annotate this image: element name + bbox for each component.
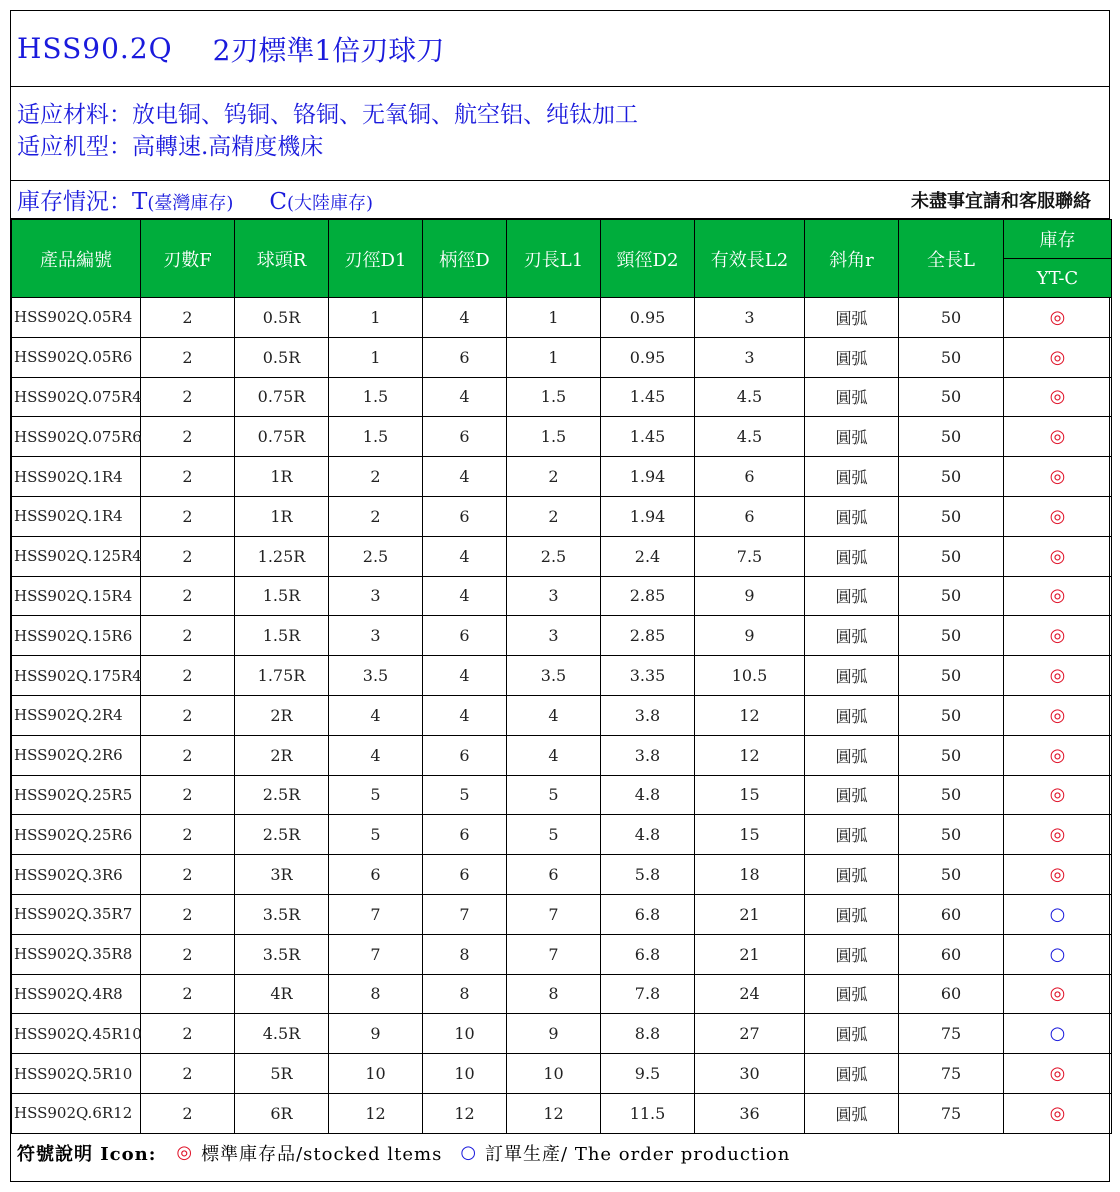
cell-chamfer: 圓弧 <box>805 1014 899 1054</box>
cell-stock: ◎ <box>1004 656 1112 696</box>
cell-radius: 3.5R <box>235 934 329 974</box>
cell-length: 50 <box>899 656 1004 696</box>
cell-stock: ◎ <box>1004 377 1112 417</box>
col-header-shank: 柄徑D <box>423 220 507 298</box>
cell-length: 50 <box>899 855 1004 895</box>
col-header-chamfer: 斜角r <box>805 220 899 298</box>
cell-l2: 21 <box>695 934 805 974</box>
cell-l2: 15 <box>695 775 805 815</box>
cell-chamfer: 圓弧 <box>805 298 899 338</box>
table-row <box>12 1054 1112 1094</box>
col-header-radius: 球頭R <box>235 220 329 298</box>
cell-length: 50 <box>899 616 1004 656</box>
cell-flutes: 2 <box>141 815 235 855</box>
cell-code: HSS902Q.25R6 <box>12 815 141 855</box>
materials-line: 适应材料：放电铜、钨铜、铬铜、无氧铜、航空铝、纯钛加工 <box>17 102 638 128</box>
cell-chamfer: 圓弧 <box>805 656 899 696</box>
cell-stock: ◎ <box>1004 1093 1112 1133</box>
cell-d2: 11.5 <box>601 1093 695 1133</box>
cell-code: HSS902Q.05R6 <box>12 337 141 377</box>
cell-length: 50 <box>899 417 1004 457</box>
cell-length: 50 <box>899 496 1004 536</box>
cell-length: 50 <box>899 735 1004 775</box>
table-row <box>12 974 1112 1014</box>
cell-d1: 7 <box>329 934 423 974</box>
cell-stock: ○ <box>1004 894 1112 934</box>
cell-radius: 1R <box>235 496 329 536</box>
table-row <box>12 775 1112 815</box>
cell-chamfer: 圓弧 <box>805 1054 899 1094</box>
cell-shank: 4 <box>423 656 507 696</box>
cell-stock: ◎ <box>1004 298 1112 338</box>
cell-shank: 4 <box>423 457 507 497</box>
cell-shank: 6 <box>423 855 507 895</box>
cell-chamfer: 圓弧 <box>805 695 899 735</box>
cell-d2: 4.8 <box>601 815 695 855</box>
cell-chamfer: 圓弧 <box>805 496 899 536</box>
cell-d2: 1.94 <box>601 496 695 536</box>
cell-l1: 10 <box>507 1054 601 1094</box>
stock-t-code: T <box>132 189 148 215</box>
cell-flutes: 2 <box>141 616 235 656</box>
cell-l2: 3 <box>695 337 805 377</box>
cell-length: 75 <box>899 1093 1004 1133</box>
cell-flutes: 2 <box>141 417 235 457</box>
cell-radius: 2R <box>235 695 329 735</box>
cell-code: HSS902Q.6R12 <box>12 1093 141 1133</box>
cell-code: HSS902Q.3R6 <box>12 855 141 895</box>
cell-code: HSS902Q.35R7 <box>12 894 141 934</box>
cell-d1: 3.5 <box>329 656 423 696</box>
cell-flutes: 2 <box>141 337 235 377</box>
cell-d1: 1.5 <box>329 377 423 417</box>
cell-stock: ◎ <box>1004 1054 1112 1094</box>
cell-shank: 6 <box>423 815 507 855</box>
cell-chamfer: 圓弧 <box>805 934 899 974</box>
cell-shank: 6 <box>423 496 507 536</box>
cell-code: HSS902Q.2R4 <box>12 695 141 735</box>
cell-radius: 0.5R <box>235 337 329 377</box>
legend-bar <box>11 1134 1109 1172</box>
cell-d2: 6.8 <box>601 934 695 974</box>
cell-flutes: 2 <box>141 894 235 934</box>
table-row <box>12 616 1112 656</box>
cell-d2: 2.4 <box>601 536 695 576</box>
cell-shank: 10 <box>423 1014 507 1054</box>
cell-shank: 4 <box>423 536 507 576</box>
cell-chamfer: 圓弧 <box>805 855 899 895</box>
cell-stock: ◎ <box>1004 974 1112 1014</box>
cell-l2: 27 <box>695 1014 805 1054</box>
cell-flutes: 2 <box>141 1054 235 1094</box>
cell-stock: ◎ <box>1004 815 1112 855</box>
cell-d2: 3.8 <box>601 695 695 735</box>
col-header-flutes: 刃數F <box>141 220 235 298</box>
cell-l1: 2 <box>507 457 601 497</box>
cell-flutes: 2 <box>141 1014 235 1054</box>
cell-radius: 1R <box>235 457 329 497</box>
cell-radius: 2R <box>235 735 329 775</box>
table-body <box>12 298 1112 1134</box>
title-bar <box>11 11 1109 87</box>
cell-code: HSS902Q.35R8 <box>12 934 141 974</box>
cell-shank: 6 <box>423 616 507 656</box>
cell-l2: 12 <box>695 695 805 735</box>
cell-code: HSS902Q.075R4 <box>12 377 141 417</box>
cell-shank: 5 <box>423 775 507 815</box>
contact-note: 未盡事宜請和客服聯絡 <box>911 190 1091 212</box>
cell-stock: ◎ <box>1004 337 1112 377</box>
cell-flutes: 2 <box>141 934 235 974</box>
cell-radius: 0.5R <box>235 298 329 338</box>
spec-sheet <box>10 10 1110 1182</box>
cell-radius: 1.25R <box>235 536 329 576</box>
table-row <box>12 656 1112 696</box>
cell-code: HSS902Q.15R6 <box>12 616 141 656</box>
cell-l1: 1 <box>507 298 601 338</box>
cell-radius: 2.5R <box>235 815 329 855</box>
cell-l1: 2 <box>507 496 601 536</box>
cell-d2: 3.35 <box>601 656 695 696</box>
cell-chamfer: 圓弧 <box>805 735 899 775</box>
col-header-d2: 頸徑D2 <box>601 220 695 298</box>
cell-radius: 3R <box>235 855 329 895</box>
cell-flutes: 2 <box>141 536 235 576</box>
cell-l2: 7.5 <box>695 536 805 576</box>
cell-l2: 36 <box>695 1093 805 1133</box>
cell-d2: 9.5 <box>601 1054 695 1094</box>
cell-flutes: 2 <box>141 974 235 1014</box>
cell-l1: 7 <box>507 894 601 934</box>
table-row <box>12 894 1112 934</box>
cell-flutes: 2 <box>141 496 235 536</box>
cell-flutes: 2 <box>141 457 235 497</box>
cell-l2: 18 <box>695 855 805 895</box>
cell-shank: 10 <box>423 1054 507 1094</box>
cell-d2: 1.94 <box>601 457 695 497</box>
stock-legend <box>17 183 373 216</box>
cell-radius: 0.75R <box>235 377 329 417</box>
cell-chamfer: 圓弧 <box>805 337 899 377</box>
cell-stock: ◎ <box>1004 457 1112 497</box>
col-header-l1: 刃長L1 <box>507 220 601 298</box>
cell-l2: 9 <box>695 576 805 616</box>
cell-length: 75 <box>899 1014 1004 1054</box>
cell-flutes: 2 <box>141 576 235 616</box>
cell-d1: 5 <box>329 775 423 815</box>
cell-d2: 1.45 <box>601 417 695 457</box>
cell-l1: 1.5 <box>507 417 601 457</box>
cell-length: 50 <box>899 298 1004 338</box>
table-row <box>12 735 1112 775</box>
cell-code: HSS902Q.1R4 <box>12 496 141 536</box>
cell-flutes: 2 <box>141 775 235 815</box>
cell-l1: 7 <box>507 934 601 974</box>
table-row <box>12 855 1112 895</box>
table-row <box>12 496 1112 536</box>
cell-d2: 6.8 <box>601 894 695 934</box>
cell-stock: ◎ <box>1004 735 1112 775</box>
cell-code: HSS902Q.5R10 <box>12 1054 141 1094</box>
cell-d1: 12 <box>329 1093 423 1133</box>
stock-c-code: C <box>269 189 287 215</box>
cell-l1: 1 <box>507 337 601 377</box>
cell-l2: 4.5 <box>695 417 805 457</box>
cell-d2: 2.85 <box>601 616 695 656</box>
cell-d1: 2 <box>329 496 423 536</box>
stocked-icon: ◎ <box>176 1142 194 1164</box>
cell-d1: 1 <box>329 298 423 338</box>
cell-d2: 1.45 <box>601 377 695 417</box>
cell-radius: 4.5R <box>235 1014 329 1054</box>
cell-length: 75 <box>899 1054 1004 1094</box>
cell-shank: 8 <box>423 974 507 1014</box>
cell-radius: 2.5R <box>235 775 329 815</box>
cell-l1: 5 <box>507 775 601 815</box>
machine-type-line: 适应机型：高轉速.高精度機床 <box>17 134 324 160</box>
cell-shank: 4 <box>423 695 507 735</box>
cell-stock: ◎ <box>1004 616 1112 656</box>
cell-d1: 1.5 <box>329 417 423 457</box>
cell-stock: ○ <box>1004 1014 1112 1054</box>
table-row <box>12 1014 1112 1054</box>
cell-shank: 4 <box>423 298 507 338</box>
cell-code: HSS902Q.05R4 <box>12 298 141 338</box>
cell-l2: 21 <box>695 894 805 934</box>
cell-l1: 4 <box>507 735 601 775</box>
cell-shank: 6 <box>423 735 507 775</box>
col-header-stock: 庫存 <box>1004 220 1112 259</box>
col-header-code: 產品編號 <box>12 220 141 298</box>
cell-stock: ◎ <box>1004 695 1112 735</box>
cell-flutes: 2 <box>141 695 235 735</box>
cell-l2: 15 <box>695 815 805 855</box>
table-row <box>12 377 1112 417</box>
cell-shank: 4 <box>423 377 507 417</box>
cell-d1: 5 <box>329 815 423 855</box>
cell-d2: 0.95 <box>601 337 695 377</box>
cell-l2: 30 <box>695 1054 805 1094</box>
cell-flutes: 2 <box>141 656 235 696</box>
stocked-text: 標準庫存品/stocked ltems <box>201 1143 443 1165</box>
cell-code: HSS902Q.175R4 <box>12 656 141 696</box>
cell-l2: 10.5 <box>695 656 805 696</box>
cell-d1: 6 <box>329 855 423 895</box>
cell-radius: 1.75R <box>235 656 329 696</box>
table-row <box>12 298 1112 338</box>
cell-d2: 3.8 <box>601 735 695 775</box>
cell-code: HSS902Q.1R4 <box>12 457 141 497</box>
cell-flutes: 2 <box>141 377 235 417</box>
cell-l1: 4 <box>507 695 601 735</box>
cell-d1: 3 <box>329 576 423 616</box>
cell-chamfer: 圓弧 <box>805 457 899 497</box>
cell-flutes: 2 <box>141 298 235 338</box>
cell-code: HSS902Q.45R10 <box>12 1014 141 1054</box>
cell-radius: 1.5R <box>235 616 329 656</box>
cell-d1: 9 <box>329 1014 423 1054</box>
stock-t-desc: (臺灣庫存) <box>147 193 234 214</box>
cell-stock: ◎ <box>1004 775 1112 815</box>
cell-l1: 3 <box>507 576 601 616</box>
cell-l1: 3.5 <box>507 656 601 696</box>
cell-code: HSS902Q.2R6 <box>12 735 141 775</box>
cell-radius: 0.75R <box>235 417 329 457</box>
table-row <box>12 695 1112 735</box>
cell-length: 50 <box>899 576 1004 616</box>
cell-l2: 9 <box>695 616 805 656</box>
col-header-l2: 有效長L2 <box>695 220 805 298</box>
cell-d2: 5.8 <box>601 855 695 895</box>
cell-code: HSS902Q.25R5 <box>12 775 141 815</box>
cell-radius: 5R <box>235 1054 329 1094</box>
cell-shank: 6 <box>423 337 507 377</box>
cell-length: 50 <box>899 377 1004 417</box>
table-row <box>12 536 1112 576</box>
cell-code: HSS902Q.4R8 <box>12 974 141 1014</box>
order-icon: ○ <box>460 1142 478 1164</box>
table-row <box>12 337 1112 377</box>
product-table <box>11 219 1112 1134</box>
cell-d2: 8.8 <box>601 1014 695 1054</box>
table-row <box>12 457 1112 497</box>
legend-label: 符號說明 Icon: <box>17 1143 157 1165</box>
cell-chamfer: 圓弧 <box>805 536 899 576</box>
cell-d1: 4 <box>329 695 423 735</box>
cell-l1: 12 <box>507 1093 601 1133</box>
table-row <box>12 934 1112 974</box>
cell-flutes: 2 <box>141 735 235 775</box>
cell-l1: 9 <box>507 1014 601 1054</box>
cell-length: 50 <box>899 695 1004 735</box>
cell-d1: 7 <box>329 894 423 934</box>
cell-stock: ○ <box>1004 934 1112 974</box>
cell-l2: 24 <box>695 974 805 1014</box>
model-code: HSS90.2Q <box>17 32 173 65</box>
cell-stock: ◎ <box>1004 576 1112 616</box>
cell-d1: 4 <box>329 735 423 775</box>
cell-l1: 3 <box>507 616 601 656</box>
cell-chamfer: 圓弧 <box>805 775 899 815</box>
cell-l1: 1.5 <box>507 377 601 417</box>
cell-stock: ◎ <box>1004 855 1112 895</box>
cell-code: HSS902Q.125R4 <box>12 536 141 576</box>
cell-chamfer: 圓弧 <box>805 377 899 417</box>
cell-shank: 4 <box>423 576 507 616</box>
cell-l1: 5 <box>507 815 601 855</box>
cell-l1: 6 <box>507 855 601 895</box>
cell-code: HSS902Q.15R4 <box>12 576 141 616</box>
cell-length: 50 <box>899 815 1004 855</box>
cell-length: 50 <box>899 337 1004 377</box>
cell-chamfer: 圓弧 <box>805 894 899 934</box>
cell-flutes: 2 <box>141 1093 235 1133</box>
cell-chamfer: 圓弧 <box>805 815 899 855</box>
cell-d1: 3 <box>329 616 423 656</box>
cell-shank: 7 <box>423 894 507 934</box>
cell-length: 60 <box>899 974 1004 1014</box>
cell-chamfer: 圓弧 <box>805 616 899 656</box>
cell-shank: 12 <box>423 1093 507 1133</box>
table-row <box>12 576 1112 616</box>
cell-radius: 6R <box>235 1093 329 1133</box>
cell-l2: 4.5 <box>695 377 805 417</box>
cell-length: 50 <box>899 457 1004 497</box>
cell-stock: ◎ <box>1004 417 1112 457</box>
cell-d1: 10 <box>329 1054 423 1094</box>
cell-l2: 6 <box>695 457 805 497</box>
cell-d2: 4.8 <box>601 775 695 815</box>
cell-shank: 8 <box>423 934 507 974</box>
stock-info-bar <box>11 181 1109 219</box>
materials-section <box>11 87 1109 181</box>
order-text: 訂單生產/ The order production <box>485 1143 791 1165</box>
cell-code: HSS902Q.075R6 <box>12 417 141 457</box>
stock-label: 庫存情況： <box>17 189 132 215</box>
product-name: 2刃標準1倍刃球刀 <box>212 33 445 67</box>
cell-shank: 6 <box>423 417 507 457</box>
col-header-stock-sub: YT-C <box>1004 259 1112 298</box>
cell-d2: 2.85 <box>601 576 695 616</box>
cell-flutes: 2 <box>141 855 235 895</box>
cell-l1: 8 <box>507 974 601 1014</box>
table-row <box>12 815 1112 855</box>
cell-d2: 0.95 <box>601 298 695 338</box>
cell-chamfer: 圓弧 <box>805 1093 899 1133</box>
cell-d1: 8 <box>329 974 423 1014</box>
cell-l1: 2.5 <box>507 536 601 576</box>
cell-chamfer: 圓弧 <box>805 974 899 1014</box>
cell-chamfer: 圓弧 <box>805 576 899 616</box>
table-row <box>12 417 1112 457</box>
cell-chamfer: 圓弧 <box>805 417 899 457</box>
cell-d2: 7.8 <box>601 974 695 1014</box>
cell-l2: 12 <box>695 735 805 775</box>
cell-radius: 4R <box>235 974 329 1014</box>
table-row <box>12 1093 1112 1133</box>
cell-l2: 3 <box>695 298 805 338</box>
cell-length: 60 <box>899 894 1004 934</box>
cell-length: 50 <box>899 775 1004 815</box>
cell-length: 50 <box>899 536 1004 576</box>
cell-radius: 3.5R <box>235 894 329 934</box>
cell-stock: ◎ <box>1004 496 1112 536</box>
cell-radius: 1.5R <box>235 576 329 616</box>
cell-d1: 2 <box>329 457 423 497</box>
cell-stock: ◎ <box>1004 536 1112 576</box>
col-header-d1: 刃徑D1 <box>329 220 423 298</box>
cell-length: 60 <box>899 934 1004 974</box>
cell-d1: 2.5 <box>329 536 423 576</box>
cell-d1: 1 <box>329 337 423 377</box>
col-header-length: 全長L <box>899 220 1004 298</box>
cell-l2: 6 <box>695 496 805 536</box>
stock-c-desc: (大陸庫存) <box>287 193 374 214</box>
